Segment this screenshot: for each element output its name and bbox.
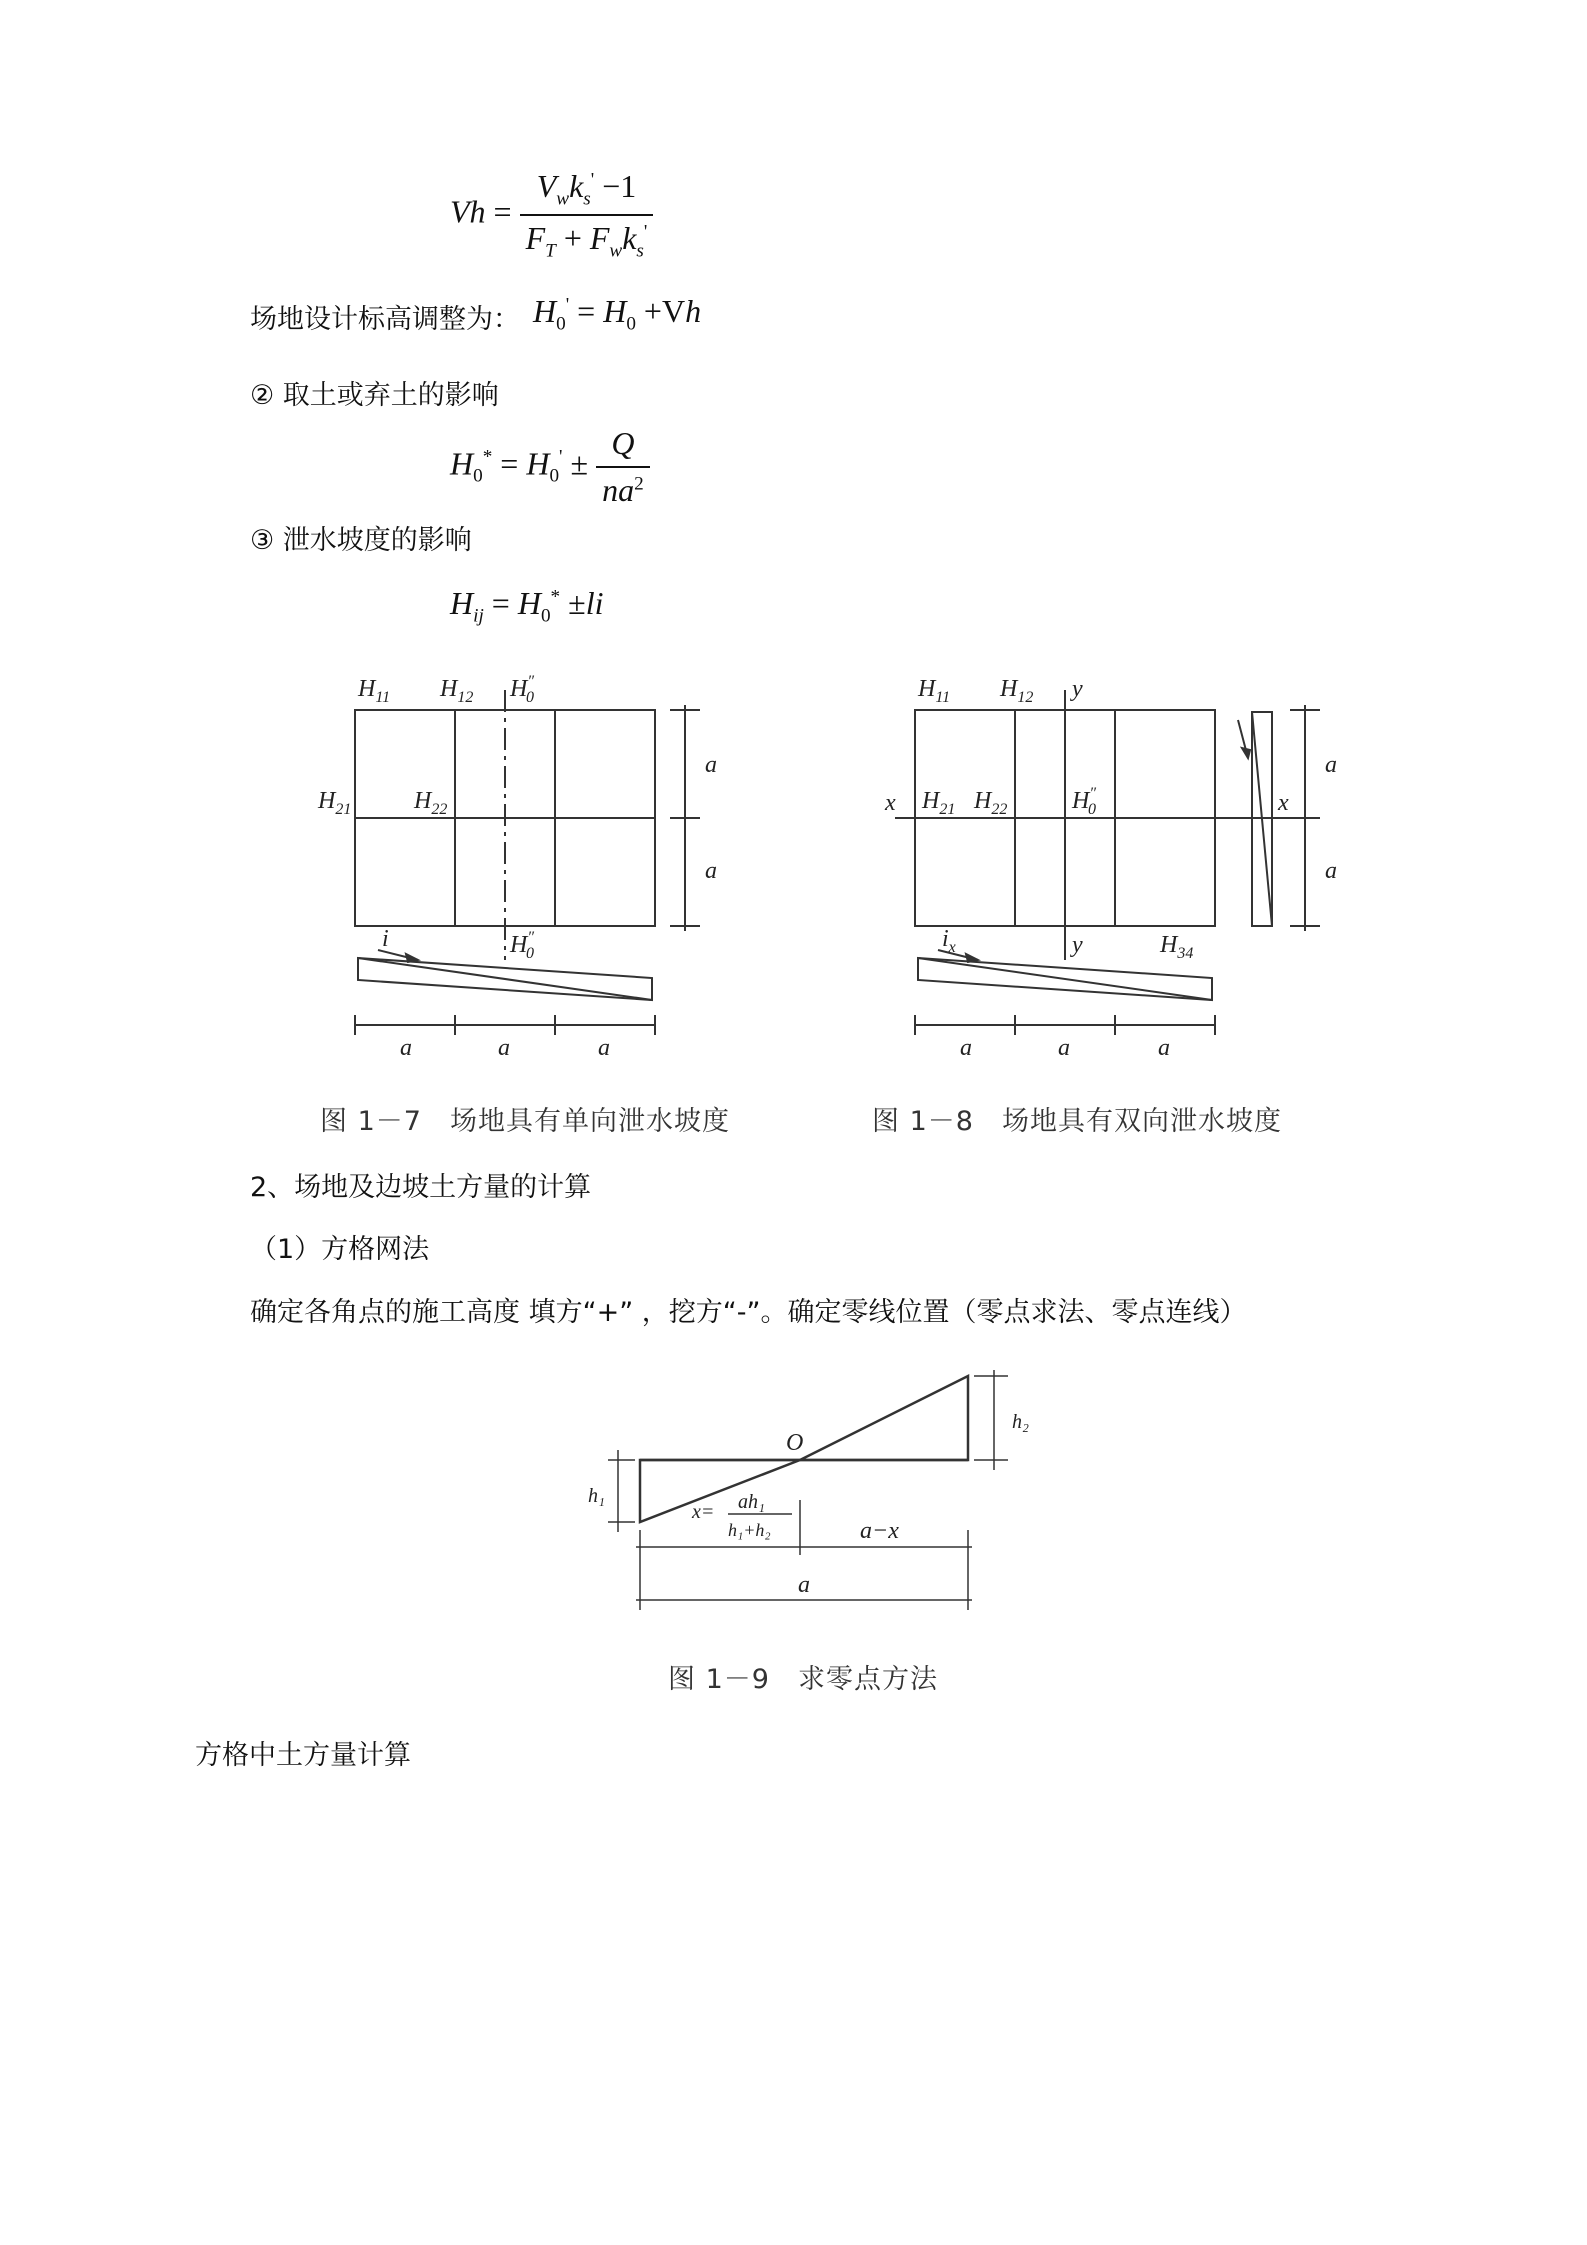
label-a-right-2: a <box>705 858 717 884</box>
label-h12: $H_{12}$ <box>440 676 474 706</box>
paragraph-zero-line: 确定各角点的施工高度 填方“+” ，挖方“-”。确定零线位置（零点求法、零点连线） <box>250 1297 1247 1328</box>
label8-y-top: y <box>1072 676 1083 702</box>
label-O: O <box>786 1430 804 1456</box>
label8-ix: $i_x$ <box>942 926 956 956</box>
label8-h21: $H_{21}$ <box>922 788 956 818</box>
label8-h22: $H_{22}$ <box>974 788 1008 818</box>
label-a-bottom-1: a <box>400 1035 412 1061</box>
label8-h0: H″ 0 <box>1072 785 1097 818</box>
label8-a-bottom-3: a <box>1158 1035 1170 1061</box>
label8-h34: $H_{34}$ <box>1160 932 1194 962</box>
label-a: a <box>798 1572 810 1598</box>
label-a-bottom-2: a <box>498 1035 510 1061</box>
figure-1-9 <box>560 1370 1040 1700</box>
section-title-earthwork: 2、场地及边坡土方量的计算 <box>250 1172 592 1203</box>
figure-1-7 <box>355 690 700 1035</box>
figure-1-7-labels <box>317 673 717 1061</box>
label-h2: h₂ <box>1012 1411 1029 1433</box>
formula-borrow: $H_0^* = H_0'$ ± $\frac{Q}{na^2}$ <box>450 425 650 509</box>
last-line-grid-volume: 方格中土方量计算 <box>195 1740 411 1771</box>
item-drainage-slope: ③ 泄水坡度的影响 <box>250 525 472 556</box>
label8-a-right-1: a <box>1325 752 1337 778</box>
figure-1-8-labels <box>884 676 1337 1061</box>
label8-a-bottom-2: a <box>1058 1035 1070 1061</box>
formula-delta-h: Vh = $\frac{V_wk_s' -1}{F_T + F_wk_s'}$ <box>450 168 653 263</box>
figure-1-8-caption: 图 1－8 场地具有双向泄水坡度 <box>872 1106 1282 1137</box>
label-h22: $H_{22}$ <box>414 788 448 818</box>
subsection-title-grid: （1）方格网法 <box>250 1234 430 1265</box>
label-h1h2: h₁+h₂ <box>728 1520 771 1540</box>
label8-x-right: x <box>1278 790 1289 816</box>
label-h11: $H_{11}$ <box>358 676 391 706</box>
label-x-formula: x= <box>692 1501 715 1523</box>
label-h0-bottom: H″ 0 <box>510 929 535 962</box>
label-h21: $H_{21}$ <box>318 788 352 818</box>
formula-adjust: $H_0' = H_0 +Vh$ <box>533 293 702 335</box>
adjust-line-label: 场地设计标高调整为： <box>250 304 520 335</box>
label8-y-bottom: y <box>1072 932 1083 958</box>
label8-h12: $H_{12}$ <box>1000 676 1034 706</box>
label8-a-bottom-1: a <box>960 1035 972 1061</box>
figure-1-7-caption: 图 1－7 场地具有单向泄水坡度 <box>320 1106 730 1137</box>
label8-x-left: x <box>885 790 896 816</box>
label-a-bottom-3: a <box>598 1035 610 1061</box>
label8-h11: $H_{11}$ <box>918 676 951 706</box>
figures-slope <box>300 660 1337 1140</box>
item-borrow-dispose: ② 取土或弃土的影响 <box>250 380 499 411</box>
label-h1: h₁ <box>588 1485 605 1507</box>
label-ah1: ah₁ <box>738 1491 765 1513</box>
label-a-minus-x: a−x <box>860 1518 899 1544</box>
label-a-right-1: a <box>705 752 717 778</box>
label-i: i <box>382 926 389 952</box>
formula-drainage: $H_{ij} = H_0^* \pm li$ <box>450 585 604 627</box>
figure-1-8 <box>895 690 1320 1035</box>
label8-a-right-2: a <box>1325 858 1337 884</box>
label-h0: H″ 0 <box>510 673 535 706</box>
figure-1-9-caption: 图 1－9 求零点方法 <box>668 1664 938 1695</box>
